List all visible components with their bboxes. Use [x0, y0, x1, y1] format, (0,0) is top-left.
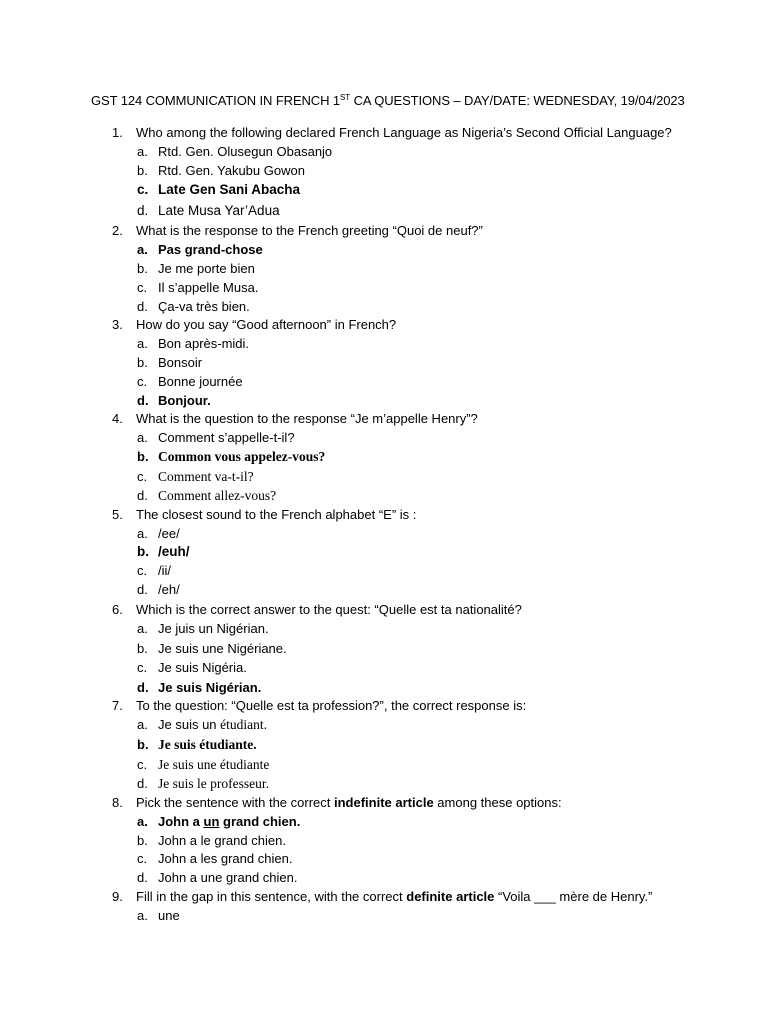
option-3a	[137, 336, 249, 351]
question-number: 9.	[112, 889, 123, 904]
option-letter: c.	[137, 280, 148, 295]
question-text: What is the question to the response “Je m’appelle Henry”?	[136, 411, 478, 426]
title-text: GST 124 COMMUNICATION IN FRENCH 1	[91, 93, 341, 108]
option-6c	[137, 660, 247, 675]
option-5b	[137, 544, 190, 559]
option-letter: d.	[137, 393, 149, 408]
option-letter: b.	[137, 544, 149, 559]
option-letter: c.	[137, 563, 148, 578]
question-text: The closest sound to the French alphabet “E” is :	[136, 507, 417, 522]
page-title	[91, 93, 685, 108]
option-text: John a une grand chien.	[158, 870, 298, 885]
option-letter: c.	[137, 757, 148, 772]
question-number: 8.	[112, 795, 123, 810]
question-4	[112, 411, 478, 426]
option-text: Comment va-t-il?	[158, 469, 254, 484]
option-text: John a les grand chien.	[158, 851, 293, 866]
option-text: Je suis Nigéria.	[158, 660, 247, 675]
option-letter: d.	[137, 776, 148, 791]
option-1a	[137, 144, 332, 159]
option-letter: a.	[137, 242, 148, 257]
option-text: Bon après-midi.	[158, 336, 250, 351]
option-text: Je juis un Nigérian.	[158, 621, 269, 636]
question-number: 7.	[112, 698, 123, 713]
option-text: Comment s’appelle-t-il?	[158, 430, 295, 445]
option-letter: a.	[137, 430, 148, 445]
option-text: Common vous appelez-vous?	[158, 449, 326, 464]
option-text: /ee/	[158, 526, 180, 541]
option-letter: d.	[137, 203, 149, 218]
option-letter: b.	[137, 833, 148, 848]
option-7d	[137, 776, 269, 792]
question-text: Pick the sentence with the correct	[136, 795, 334, 810]
option-4d	[137, 488, 276, 504]
option-letter: a.	[137, 908, 148, 923]
question-number: 6.	[112, 602, 123, 617]
option-6b	[137, 641, 287, 656]
option-7a	[137, 717, 267, 733]
option-4a	[137, 430, 295, 445]
option-text-rest: étudiant.	[220, 717, 268, 732]
title-superscript: ST	[340, 93, 351, 102]
option-text: Late Musa Yar’Adua	[158, 203, 280, 218]
option-2a	[137, 242, 263, 257]
question-text: Fill in the gap in this sentence, with the correct	[136, 889, 407, 904]
option-letter: a.	[137, 144, 148, 159]
question-text: Which is the correct answer to the quest: “Quelle est ta nationalité?	[136, 602, 522, 617]
title-text-rest: CA QUESTIONS – DAY/DATE: WEDNESDAY, 19/04/2023	[350, 93, 685, 108]
option-text: Je suis une Nigériane.	[158, 641, 287, 656]
option-letter: a.	[137, 621, 148, 636]
option-letter: d.	[137, 870, 148, 885]
option-letter: b.	[137, 737, 149, 752]
option-4c	[137, 469, 254, 485]
question-text-rest: among these options:	[433, 795, 562, 810]
option-text: Je suis le professeur.	[158, 776, 269, 791]
option-text: Comment allez-vous?	[158, 488, 277, 503]
option-text: une	[158, 908, 180, 923]
question-3	[112, 317, 396, 332]
option-text: Bonjour.	[158, 393, 211, 408]
question-number: 5.	[112, 507, 123, 522]
option-letter: d.	[137, 582, 148, 597]
option-8c	[137, 851, 292, 866]
option-7b	[137, 737, 257, 753]
option-letter: a.	[137, 717, 148, 732]
option-3c	[137, 374, 243, 389]
option-text: Late Gen Sani Abacha	[158, 182, 301, 197]
question-number: 2.	[112, 223, 123, 238]
question-number: 1.	[112, 125, 123, 140]
question-text: To the question: “Quelle est ta profession?”, the correct response is:	[136, 698, 527, 713]
option-text: Je suis étudiante.	[158, 737, 257, 752]
option-text: John a	[158, 814, 204, 829]
option-letter: a.	[137, 814, 148, 829]
option-letter: c.	[137, 182, 149, 197]
option-letter: a.	[137, 526, 148, 541]
option-6a	[137, 621, 269, 636]
question-text: What is the response to the French greeting “Quoi de neuf?”	[136, 223, 483, 238]
option-letter: c.	[137, 851, 148, 866]
question-5	[112, 507, 416, 522]
option-1b	[137, 163, 305, 178]
option-letter: b.	[137, 355, 148, 370]
question-7	[112, 698, 526, 713]
option-letter: d.	[137, 488, 148, 503]
option-1c	[137, 182, 300, 197]
option-letter: b.	[137, 163, 148, 178]
question-9	[112, 889, 652, 904]
option-text: Rtd. Gen. Olusegun Obasanjo	[158, 144, 333, 159]
option-text: John a le grand chien.	[158, 833, 286, 848]
option-letter: c.	[137, 469, 148, 484]
option-letter: c.	[137, 374, 148, 389]
question-2	[112, 223, 483, 238]
option-2b	[137, 261, 255, 276]
option-text: Rtd. Gen. Yakubu Gowon	[158, 163, 305, 178]
option-text: Je suis un	[158, 717, 221, 732]
option-text: /euh/	[158, 544, 190, 559]
option-1d	[137, 203, 280, 218]
option-2c	[137, 280, 258, 295]
option-letter: b.	[137, 449, 149, 464]
option-8a	[137, 814, 300, 829]
option-3b	[137, 355, 202, 370]
option-text: Bonsoir	[158, 355, 203, 370]
option-3d	[137, 393, 211, 408]
option-2d	[137, 299, 250, 314]
option-text: Bonne journée	[158, 374, 243, 389]
option-letter: a.	[137, 336, 148, 351]
question-1	[112, 125, 672, 140]
option-text: /eh/	[158, 582, 180, 597]
option-letter: b.	[137, 641, 148, 656]
option-text: Pas grand-chose	[158, 242, 263, 257]
option-5c	[137, 563, 171, 578]
question-text: Who among the following declared French Language as Nigeria’s Second Official Language?	[136, 125, 672, 140]
option-6d	[137, 680, 261, 695]
question-6	[112, 602, 522, 617]
option-letter: c.	[137, 660, 148, 675]
question-emphasis: indefinite article	[333, 795, 434, 810]
option-5d	[137, 582, 180, 597]
option-8b	[137, 833, 286, 848]
option-text: Il s’appelle Musa.	[158, 280, 259, 295]
question-text-rest: “Voila ___ mère de Henry.”	[494, 889, 653, 904]
option-7c	[137, 757, 269, 773]
option-underlined-word: un	[203, 814, 220, 829]
option-4b	[137, 449, 325, 465]
option-text-rest: grand chien.	[219, 814, 301, 829]
question-number: 4.	[112, 411, 123, 426]
question-8	[112, 795, 562, 810]
option-letter: b.	[137, 261, 148, 276]
option-text: /ii/	[158, 563, 171, 578]
option-text: Je suis Nigérian.	[158, 680, 262, 695]
option-letter: d.	[137, 299, 148, 314]
option-8d	[137, 870, 298, 885]
question-text: How do you say “Good afternoon” in French?	[136, 317, 397, 332]
option-text: Je suis une étudiante	[158, 757, 270, 772]
option-letter: d.	[137, 680, 149, 695]
question-number: 3.	[112, 317, 123, 332]
question-emphasis: definite article	[406, 889, 495, 904]
option-5a	[137, 526, 180, 541]
option-9a	[137, 908, 180, 923]
option-text: Je me porte bien	[158, 261, 255, 276]
option-text: Ça-va très bien.	[158, 299, 250, 314]
